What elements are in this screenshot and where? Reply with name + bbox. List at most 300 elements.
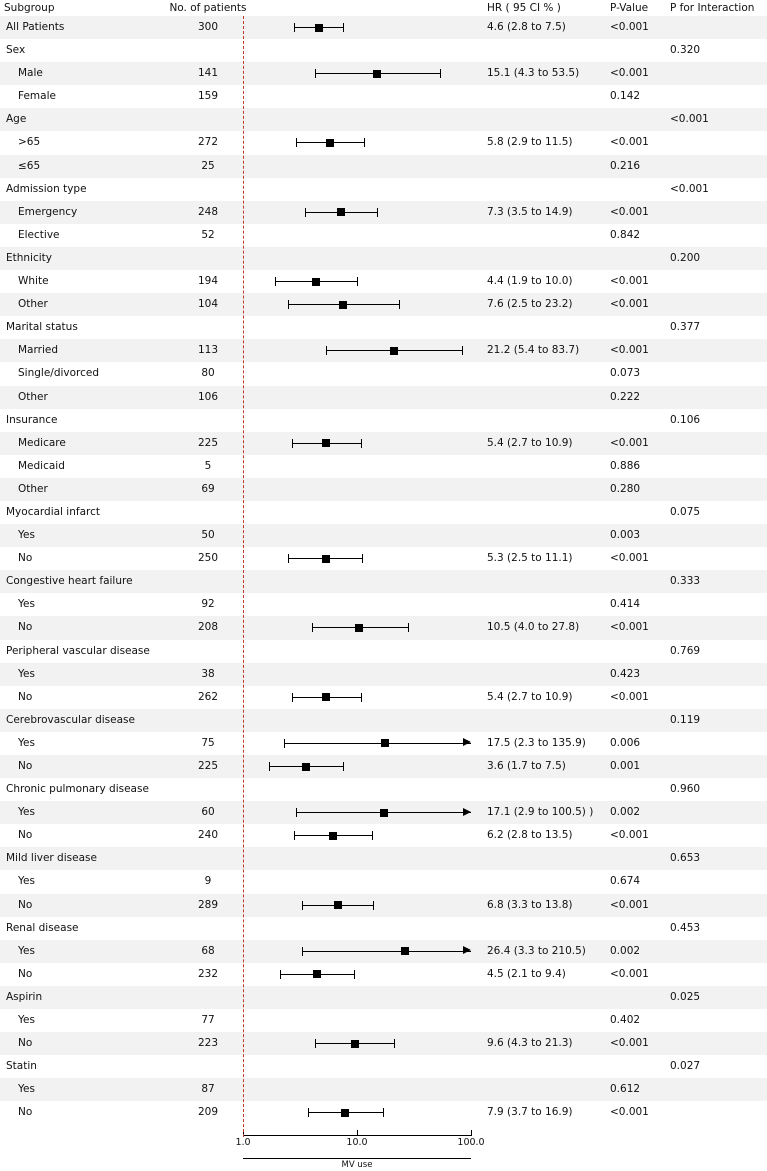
row-hazard-ratio: 4.5 (2.1 to 9.4) bbox=[487, 967, 566, 980]
row-p-value: 0.402 bbox=[610, 1014, 641, 1027]
ci-cap-upper bbox=[372, 831, 373, 840]
row-hazard-ratio: 5.8 (2.9 to 11.5) bbox=[487, 136, 573, 149]
row-label: Yes bbox=[18, 529, 35, 542]
row-label: Peripheral vascular disease bbox=[6, 644, 150, 657]
row-hazard-ratio: 26.4 (3.3 to 210.5) bbox=[487, 944, 586, 957]
reference-line bbox=[243, 16, 244, 1137]
row-label: Statin bbox=[6, 1060, 37, 1073]
row-p-interaction: 0.320 bbox=[670, 44, 701, 57]
row-label: White bbox=[18, 275, 49, 288]
row-p-interaction: <0.001 bbox=[670, 113, 709, 126]
row-p-value: 0.001 bbox=[610, 760, 641, 772]
row-p-interaction: 0.769 bbox=[670, 644, 701, 657]
row-label: No bbox=[18, 760, 33, 772]
axis-title: MV use bbox=[341, 1159, 373, 1170]
ci-cap-upper bbox=[361, 439, 362, 448]
point-estimate-marker bbox=[341, 1109, 349, 1117]
row-p-value: <0.001 bbox=[610, 1106, 649, 1119]
row-patient-count: 194 bbox=[197, 275, 219, 288]
row-label: Yes bbox=[18, 667, 35, 680]
row-patient-count: 104 bbox=[197, 298, 219, 311]
row-hazard-ratio: 3.6 (1.7 to 7.5) bbox=[487, 760, 566, 772]
row-patient-count: 209 bbox=[197, 1106, 219, 1119]
table-row bbox=[0, 293, 767, 316]
point-estimate-marker bbox=[315, 24, 323, 32]
row-p-value: 0.006 bbox=[610, 736, 641, 749]
table-row bbox=[0, 824, 767, 847]
table-row bbox=[0, 16, 767, 39]
row-label: Emergency bbox=[18, 205, 78, 218]
row-p-interaction: 0.027 bbox=[670, 1060, 701, 1073]
ci-cap-lower bbox=[305, 208, 306, 217]
table-row bbox=[0, 663, 767, 686]
row-label: Age bbox=[6, 113, 27, 126]
table-row bbox=[0, 432, 767, 455]
point-estimate-marker bbox=[381, 739, 389, 747]
row-plot-area bbox=[243, 524, 471, 547]
point-estimate-marker bbox=[351, 1040, 359, 1048]
ci-cap-lower bbox=[312, 623, 313, 632]
table-row bbox=[0, 847, 767, 870]
row-p-value: 0.423 bbox=[610, 667, 641, 680]
header-subgroup: Subgroup bbox=[4, 2, 55, 14]
ci-cap-upper bbox=[354, 970, 355, 979]
table-header bbox=[0, 0, 767, 16]
row-patient-count: 9 bbox=[204, 875, 212, 888]
row-p-interaction: 0.119 bbox=[670, 713, 701, 726]
row-plot-area bbox=[243, 755, 471, 778]
row-patient-count: 159 bbox=[197, 90, 219, 103]
row-label: No bbox=[18, 967, 33, 980]
row-p-value: 0.142 bbox=[610, 90, 641, 103]
header-p-for-interaction: P for Interaction bbox=[670, 2, 755, 14]
row-patient-count: 232 bbox=[197, 967, 219, 980]
row-plot-area bbox=[243, 155, 471, 178]
row-label: Elective bbox=[18, 228, 60, 241]
point-estimate-marker bbox=[373, 70, 381, 78]
table-row bbox=[0, 501, 767, 524]
row-label: No bbox=[18, 898, 33, 911]
row-hazard-ratio: 9.6 (4.3 to 21.3) bbox=[487, 1037, 573, 1050]
table-row bbox=[0, 339, 767, 362]
row-p-interaction: 0.333 bbox=[670, 575, 701, 588]
ci-cap-lower bbox=[308, 1108, 309, 1117]
row-patient-count: 113 bbox=[197, 344, 219, 357]
ci-cap-lower bbox=[296, 138, 297, 147]
ci-cap-lower bbox=[294, 831, 295, 840]
table-row bbox=[0, 616, 767, 639]
table-row bbox=[0, 131, 767, 154]
row-plot-area bbox=[243, 501, 471, 524]
table-row bbox=[0, 1055, 767, 1078]
row-plot-area bbox=[243, 824, 471, 847]
row-p-value: <0.001 bbox=[610, 690, 649, 703]
row-p-interaction: 0.653 bbox=[670, 852, 701, 865]
ci-cap-lower bbox=[315, 1039, 316, 1048]
row-p-value: <0.001 bbox=[610, 829, 649, 842]
table-row bbox=[0, 686, 767, 709]
row-patient-count: 25 bbox=[201, 159, 215, 172]
row-plot-area bbox=[243, 963, 471, 986]
table-row bbox=[0, 593, 767, 616]
row-plot-area bbox=[243, 455, 471, 478]
point-estimate-marker bbox=[326, 139, 334, 147]
ci-cap-upper bbox=[383, 1108, 384, 1117]
row-label: Other bbox=[18, 298, 48, 311]
row-label: Yes bbox=[18, 806, 35, 819]
row-label: Yes bbox=[18, 736, 35, 749]
table-row bbox=[0, 570, 767, 593]
table-row bbox=[0, 85, 767, 108]
row-label: No bbox=[18, 1106, 33, 1119]
row-p-value: <0.001 bbox=[610, 298, 649, 311]
row-patient-count: 141 bbox=[197, 67, 219, 80]
row-patient-count: 289 bbox=[197, 898, 219, 911]
row-plot-area bbox=[243, 270, 471, 293]
row-plot-area bbox=[243, 732, 471, 755]
row-label: Admission type bbox=[6, 182, 87, 195]
row-hazard-ratio: 4.6 (2.8 to 7.5) bbox=[487, 21, 566, 33]
table-row bbox=[0, 247, 767, 270]
table-row bbox=[0, 755, 767, 778]
table-row bbox=[0, 316, 767, 339]
row-patient-count: 75 bbox=[201, 736, 215, 749]
row-hazard-ratio: 5.4 (2.7 to 10.9) bbox=[487, 690, 573, 703]
point-estimate-marker bbox=[313, 970, 321, 978]
row-plot-area bbox=[243, 663, 471, 686]
row-p-value: 0.612 bbox=[610, 1083, 641, 1096]
row-patient-count: 225 bbox=[197, 436, 219, 449]
header-no-of-patients: No. of patients bbox=[169, 2, 247, 14]
point-estimate-marker bbox=[329, 832, 337, 840]
axis-tick-label: 1.0 bbox=[235, 1136, 251, 1148]
table-row bbox=[0, 732, 767, 755]
row-p-value: 0.674 bbox=[610, 875, 641, 888]
ci-cap-upper bbox=[377, 208, 378, 217]
ci-cap-upper bbox=[394, 1039, 395, 1048]
row-plot-area bbox=[243, 1078, 471, 1101]
row-label: Sex bbox=[6, 44, 26, 57]
row-label: Congestive heart failure bbox=[6, 575, 133, 588]
table-row bbox=[0, 224, 767, 247]
table-row bbox=[0, 1032, 767, 1055]
row-patient-count: 240 bbox=[197, 829, 219, 842]
row-plot-area bbox=[243, 801, 471, 824]
row-plot-area bbox=[243, 16, 471, 39]
row-patient-count: 77 bbox=[201, 1014, 215, 1027]
axis-tick-label: 100.0 bbox=[457, 1136, 485, 1148]
row-hazard-ratio: 5.3 (2.5 to 11.1) bbox=[487, 552, 573, 565]
ci-cap-lower bbox=[292, 693, 293, 702]
row-plot-area bbox=[243, 409, 471, 432]
row-patient-count: 87 bbox=[201, 1083, 215, 1096]
row-patient-count: 68 bbox=[201, 944, 215, 957]
row-p-value: <0.001 bbox=[610, 67, 649, 80]
row-p-value: 0.002 bbox=[610, 806, 641, 819]
table-row bbox=[0, 62, 767, 85]
row-plot-area bbox=[243, 870, 471, 893]
axis-title-rule bbox=[243, 1158, 471, 1159]
row-label: No bbox=[18, 690, 33, 703]
row-plot-area bbox=[243, 894, 471, 917]
row-label: No bbox=[18, 621, 33, 634]
row-patient-count: 38 bbox=[201, 667, 215, 680]
row-patient-count: 248 bbox=[197, 205, 219, 218]
row-label: Yes bbox=[18, 875, 35, 888]
row-label: Chronic pulmonary disease bbox=[6, 783, 149, 796]
row-p-value: <0.001 bbox=[610, 344, 649, 357]
row-plot-area bbox=[243, 1032, 471, 1055]
row-plot-area bbox=[243, 224, 471, 247]
row-plot-area bbox=[243, 1101, 471, 1124]
row-patient-count: 262 bbox=[197, 690, 219, 703]
table-row bbox=[0, 547, 767, 570]
row-p-interaction: 0.106 bbox=[670, 413, 701, 426]
point-estimate-marker bbox=[322, 555, 330, 563]
ci-cap-lower bbox=[269, 762, 270, 771]
row-p-value: <0.001 bbox=[610, 552, 649, 565]
table-row bbox=[0, 778, 767, 801]
row-plot-area bbox=[243, 432, 471, 455]
row-plot-area bbox=[243, 1009, 471, 1032]
ci-cap-lower bbox=[326, 346, 327, 355]
row-label: Aspirin bbox=[6, 990, 43, 1003]
point-estimate-marker bbox=[322, 439, 330, 447]
x-axis bbox=[0, 1125, 767, 1171]
point-estimate-marker bbox=[337, 208, 345, 216]
row-label: Yes bbox=[18, 1083, 35, 1096]
row-label: Marital status bbox=[6, 321, 78, 334]
row-patient-count: 106 bbox=[197, 390, 219, 403]
ci-cap-upper bbox=[373, 901, 374, 910]
row-label: Ethnicity bbox=[6, 251, 52, 264]
row-label: All Patients bbox=[6, 21, 65, 33]
row-plot-area bbox=[243, 917, 471, 940]
row-p-interaction: 0.200 bbox=[670, 251, 701, 264]
ci-cap-lower bbox=[315, 69, 316, 78]
ci-cap-upper bbox=[362, 554, 363, 563]
table-row bbox=[0, 963, 767, 986]
row-plot-area bbox=[243, 293, 471, 316]
row-label: Other bbox=[18, 390, 48, 403]
table-row bbox=[0, 1101, 767, 1124]
ci-cap-lower bbox=[294, 23, 295, 32]
row-p-value: 0.414 bbox=[610, 598, 641, 611]
row-plot-area bbox=[243, 316, 471, 339]
row-plot-area bbox=[243, 686, 471, 709]
row-label: Yes bbox=[18, 598, 35, 611]
table-row bbox=[0, 870, 767, 893]
row-plot-area bbox=[243, 339, 471, 362]
row-label: Renal disease bbox=[6, 921, 79, 934]
row-hazard-ratio: 7.9 (3.7 to 16.9) bbox=[487, 1106, 573, 1119]
row-label: No bbox=[18, 552, 33, 565]
row-label: Medicaid bbox=[18, 459, 65, 472]
ci-arrow-right bbox=[463, 946, 471, 954]
row-patient-count: 208 bbox=[197, 621, 219, 634]
row-label: Female bbox=[18, 90, 56, 103]
point-estimate-marker bbox=[390, 347, 398, 355]
ci-cap-lower bbox=[275, 277, 276, 286]
row-p-value: <0.001 bbox=[610, 136, 649, 149]
table-row bbox=[0, 524, 767, 547]
row-plot-area bbox=[243, 986, 471, 1009]
ci-cap-upper bbox=[462, 346, 463, 355]
row-p-interaction: 0.453 bbox=[670, 921, 701, 934]
header-hazard-ratio: HR ( 95 CI % ) bbox=[487, 2, 561, 14]
row-label: Insurance bbox=[6, 413, 58, 426]
ci-cap-upper bbox=[357, 277, 358, 286]
ci-arrow-right bbox=[463, 808, 471, 816]
ci-cap-lower bbox=[284, 739, 285, 748]
row-plot-area bbox=[243, 709, 471, 732]
row-hazard-ratio: 7.3 (3.5 to 14.9) bbox=[487, 205, 573, 218]
row-plot-area bbox=[243, 593, 471, 616]
ci-cap-upper bbox=[408, 623, 409, 632]
ci-cap-upper bbox=[343, 762, 344, 771]
table-row bbox=[0, 39, 767, 62]
ci-cap-upper bbox=[364, 138, 365, 147]
row-label: Other bbox=[18, 482, 48, 495]
row-hazard-ratio: 7.6 (2.5 to 23.2) bbox=[487, 298, 573, 311]
row-label: Cerebrovascular disease bbox=[6, 713, 135, 726]
table-rows bbox=[0, 16, 767, 1125]
row-plot-area bbox=[243, 131, 471, 154]
table-row bbox=[0, 709, 767, 732]
row-plot-area bbox=[243, 62, 471, 85]
row-plot-area bbox=[243, 85, 471, 108]
row-plot-area bbox=[243, 547, 471, 570]
row-plot-area bbox=[243, 640, 471, 663]
header-p-value: P-Value bbox=[610, 2, 649, 14]
table-row bbox=[0, 478, 767, 501]
axis-tick bbox=[357, 1130, 358, 1136]
row-plot-area bbox=[243, 478, 471, 501]
row-p-value: <0.001 bbox=[610, 275, 649, 288]
table-row bbox=[0, 801, 767, 824]
row-label: Male bbox=[18, 67, 43, 80]
point-estimate-marker bbox=[380, 809, 388, 817]
row-p-value: 0.222 bbox=[610, 390, 641, 403]
row-label: ≤65 bbox=[18, 159, 41, 172]
row-p-interaction: 0.960 bbox=[670, 783, 701, 796]
row-p-value: <0.001 bbox=[610, 21, 649, 33]
row-label: Married bbox=[18, 344, 58, 357]
table-row bbox=[0, 270, 767, 293]
row-p-value: 0.280 bbox=[610, 482, 641, 495]
row-p-interaction: <0.001 bbox=[670, 182, 709, 195]
row-label: Medicare bbox=[18, 436, 66, 449]
row-plot-area bbox=[243, 108, 471, 131]
row-plot-area bbox=[243, 39, 471, 62]
ci-cap-lower bbox=[302, 901, 303, 910]
row-p-value: 0.003 bbox=[610, 529, 641, 542]
row-hazard-ratio: 6.8 (3.3 to 13.8) bbox=[487, 898, 573, 911]
row-label: No bbox=[18, 829, 33, 842]
table-row bbox=[0, 386, 767, 409]
table-row bbox=[0, 455, 767, 478]
row-patient-count: 250 bbox=[197, 552, 219, 565]
ci-cap-lower bbox=[292, 439, 293, 448]
ci-cap-lower bbox=[288, 300, 289, 309]
row-label: Myocardial infarct bbox=[6, 505, 100, 518]
row-patient-count: 300 bbox=[197, 21, 219, 33]
point-estimate-marker bbox=[334, 901, 342, 909]
point-estimate-marker bbox=[322, 693, 330, 701]
row-plot-area bbox=[243, 616, 471, 639]
axis-tick bbox=[471, 1130, 472, 1136]
table-row bbox=[0, 155, 767, 178]
row-plot-area bbox=[243, 178, 471, 201]
row-plot-area bbox=[243, 201, 471, 224]
row-label: No bbox=[18, 1037, 33, 1050]
row-p-value: 0.002 bbox=[610, 944, 641, 957]
confidence-interval-line bbox=[302, 951, 471, 952]
point-estimate-marker bbox=[401, 947, 409, 955]
row-patient-count: 92 bbox=[201, 598, 215, 611]
row-plot-area bbox=[243, 940, 471, 963]
row-p-interaction: 0.377 bbox=[670, 321, 701, 334]
row-hazard-ratio: 10.5 (4.0 to 27.8) bbox=[487, 621, 580, 634]
row-p-interaction: 0.025 bbox=[670, 990, 701, 1003]
row-patient-count: 60 bbox=[201, 806, 215, 819]
table-row bbox=[0, 640, 767, 663]
row-plot-area bbox=[243, 1055, 471, 1078]
row-hazard-ratio: 17.5 (2.3 to 135.9) bbox=[487, 736, 586, 749]
row-p-interaction: 0.075 bbox=[670, 505, 701, 518]
row-label: Single/divorced bbox=[18, 367, 100, 380]
point-estimate-marker bbox=[302, 763, 310, 771]
point-estimate-marker bbox=[312, 278, 320, 286]
row-plot-area bbox=[243, 386, 471, 409]
table-row bbox=[0, 178, 767, 201]
row-patient-count: 52 bbox=[201, 228, 215, 241]
table-row bbox=[0, 201, 767, 224]
row-hazard-ratio: 5.4 (2.7 to 10.9) bbox=[487, 436, 573, 449]
row-p-value: 0.842 bbox=[610, 228, 641, 241]
row-p-value: <0.001 bbox=[610, 1037, 649, 1050]
table-row bbox=[0, 1078, 767, 1101]
ci-cap-upper bbox=[440, 69, 441, 78]
table-row bbox=[0, 409, 767, 432]
row-label: Yes bbox=[18, 944, 35, 957]
table-row bbox=[0, 894, 767, 917]
ci-cap-upper bbox=[343, 23, 344, 32]
table-row bbox=[0, 1009, 767, 1032]
row-patient-count: 223 bbox=[197, 1037, 219, 1050]
ci-arrow-right bbox=[463, 738, 471, 746]
axis-tick-label: 10.0 bbox=[346, 1136, 368, 1148]
table-row bbox=[0, 362, 767, 385]
row-plot-area bbox=[243, 847, 471, 870]
ci-cap-upper bbox=[361, 693, 362, 702]
ci-cap-lower bbox=[280, 970, 281, 979]
row-hazard-ratio: 15.1 (4.3 to 53.5) bbox=[487, 67, 580, 80]
row-p-value: <0.001 bbox=[610, 205, 649, 218]
table-row bbox=[0, 986, 767, 1009]
row-hazard-ratio: 21.2 (5.4 to 83.7) bbox=[487, 344, 580, 357]
row-label: Mild liver disease bbox=[6, 852, 97, 865]
row-p-value: 0.073 bbox=[610, 367, 641, 380]
row-p-value: 0.216 bbox=[610, 159, 641, 172]
ci-cap-upper bbox=[399, 300, 400, 309]
row-patient-count: 272 bbox=[197, 136, 219, 149]
table-row bbox=[0, 108, 767, 131]
row-label: >65 bbox=[18, 136, 41, 149]
row-p-value: <0.001 bbox=[610, 898, 649, 911]
row-p-value: 0.886 bbox=[610, 459, 641, 472]
row-plot-area bbox=[243, 778, 471, 801]
